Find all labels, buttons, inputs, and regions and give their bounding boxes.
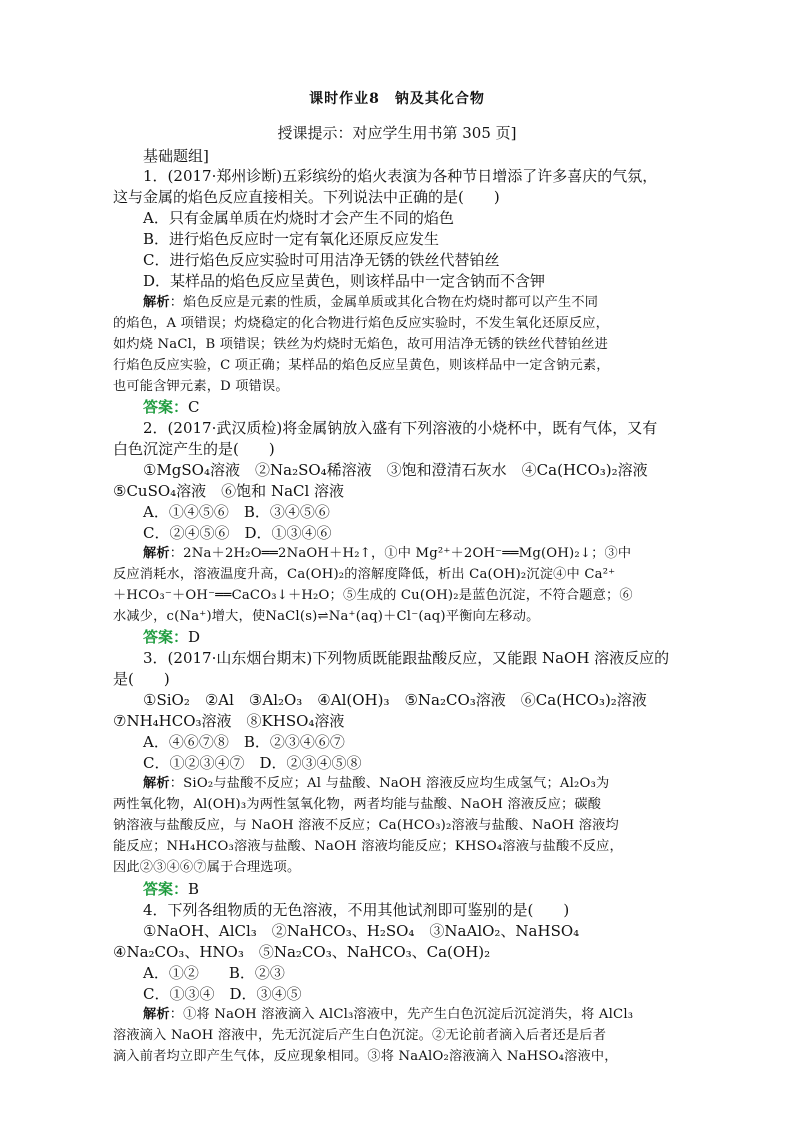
q2-analysis-line-3: ＋HCO₃⁻＋OH⁻══CaCO₃↓＋H₂O；⑤生成的 Cu(OH)₂是蓝色沉淀，不符合题意；⑥: [113, 588, 633, 603]
q3-options-line-2: C．①②③④⑦ D．②③④⑤⑧: [143, 754, 362, 772]
q4-stem-line-1: 4．下列各组物质的无色溶液，不用其他试剂即可鉴别的是( ): [143, 901, 570, 919]
q4-analysis-line-2: 溶液滴入 NaOH 溶液中，先无沉淀后产生白色沉淀。②无论前者滴入后者还是后者: [113, 1028, 607, 1043]
answer-label: 答案：: [143, 398, 189, 416]
q2-answer: 答案：D: [143, 628, 201, 646]
q3-analysis-line-1: 解析：SiO₂与盐酸不反应；Al 与盐酸、NaOH 溶液反应均生成氢气；Al₂O₃为: [143, 776, 610, 791]
analysis-label: 解析: [143, 546, 170, 561]
section-heading: 基础题组]: [143, 147, 209, 165]
q3-stem-line-1: 3．(2017·山东烟台期末)下列物质既能跟盐酸反应，又能跟 NaOH 溶液反应的: [143, 649, 670, 667]
q3-answer: 答案：B: [143, 880, 200, 898]
q4-analysis-line-3: 滴入前者均立即产生气体，反应现象相同。③将 NaAlO₂溶液滴入 NaHSO₄溶液中，: [113, 1049, 618, 1064]
q1-option-c: C．进行焰色反应实验时可用洁净无锈的铁丝代替铂丝: [143, 251, 500, 269]
page-title: 课时作业8 钠及其化合物: [309, 91, 485, 107]
q2-analysis-line-1: 解析：2Na＋2H₂O══2NaOH＋H₂↑，①中 Mg²⁺＋2OH⁻══Mg(OH)₂↓；③中: [143, 546, 632, 561]
q1-analysis-line-2: 的焰色，A 项错误；灼烧稳定的化合物进行焰色反应实验时，不发生氧化还原反应，: [113, 316, 610, 331]
q4-options-line-2: C．①③④ D．③④⑤: [143, 985, 302, 1003]
q2-analysis-line-2: 反应消耗水，溶液温度升高，Ca(OH)₂的溶解度降低，析出 Ca(OH)₂沉淀④中 Ca²⁺: [113, 567, 616, 582]
q1-analysis-line-1: 解析：焰色反应是元素的性质，金属单质或其化合物在灼烧时都可以产生不同: [143, 295, 599, 310]
q1-analysis-line-4: 行焰色反应实验，C 项正确；某样品的焰色反应呈黄色，则该样品中一定含钠元素，: [113, 358, 610, 373]
q1-stem-line-1: 1．(2017·郑州诊断)五彩缤纷的焰火表演为各种节日增添了许多喜庆的气氛，: [143, 167, 658, 185]
q3-analysis-line-5: 因此②③④⑥⑦属于合理选项。: [113, 860, 301, 875]
q1-option-a: A．只有金属单质在灼烧时才会产生不同的焰色: [143, 209, 454, 227]
q3-items-line-2: ⑦NH₄HCO₃溶液 ⑧KHSO₄溶液: [113, 712, 345, 730]
q1-option-d: D．某样品的焰色反应呈黄色，则该样品中一定含钠而不含钾: [143, 272, 546, 290]
answer-label: 答案：: [143, 628, 189, 646]
analysis-label: 解析: [143, 295, 170, 310]
q2-options-line-2: C．②④⑤⑥ D．①③④⑥: [143, 524, 332, 542]
q2-stem-line-2: 白色沉淀产生的是( ): [113, 440, 275, 458]
q4-items-line-1: ①NaOH、AlCl₃ ②NaHCO₃、H₂SO₄ ③NaAlO₂、NaHSO₄: [143, 922, 580, 940]
q2-analysis-line-4: 水减少，c(Na⁺)增大，使NaCl(s)⇌Na⁺(aq)＋Cl⁻(aq)平衡向左移动。: [113, 609, 540, 624]
q3-analysis-line-4: 能反应；NH₄HCO₃溶液与盐酸、NaOH 溶液均能反应；KHSO₄溶液与盐酸不反应，: [113, 839, 623, 854]
q4-analysis-line-1: 解析：①将 NaOH 溶液滴入 AlCl₃溶液中，先产生白色沉淀后沉淀消失，将 AlCl₃: [143, 1007, 634, 1022]
q3-analysis-line-3: 钠溶液与盐酸反应，与 NaOH 溶液不反应；Ca(HCO₃)₂溶液与盐酸、NaOH 溶液均: [113, 818, 619, 833]
q3-analysis-line-2: 两性氧化物，Al(OH)₃为两性氢氧化物，两者均能与盐酸、NaOH 溶液反应；碳酸: [113, 797, 602, 812]
q2-options-line-1: A．①④⑤⑥ B．③④⑤⑥: [143, 503, 330, 521]
q3-stem-line-2: 是( ): [113, 670, 170, 688]
q1-analysis-line-5: 也可能含钾元素，D 项错误。: [113, 379, 289, 394]
answer-label: 答案：: [143, 880, 189, 898]
analysis-label: 解析: [143, 1007, 170, 1022]
q2-items-line-1: ①MgSO₄溶液 ②Na₂SO₄稀溶液 ③饱和澄清石灰水 ④Ca(HCO₃)₂溶液: [143, 461, 648, 479]
q2-stem-line-1: 2．(2017·武汉质检)将金属钠放入盛有下列溶液的小烧杯中，既有气体，又有: [143, 419, 658, 437]
q3-options-line-1: A．④⑥⑦⑧ B．②③④⑥⑦: [143, 733, 345, 751]
q1-analysis-line-3: 如灼烧 NaCl，B 项错误；铁丝为灼烧时无焰色，故可用洁净无锈的铁丝代替铂丝进: [113, 337, 608, 352]
q1-option-b: B．进行焰色反应时一定有氧化还原反应发生: [143, 230, 440, 248]
q4-options-line-1: A．①② B．②③: [143, 964, 285, 982]
q1-answer: 答案：C: [143, 398, 200, 416]
q1-stem-line-2: 这与金属的焰色反应直接相关。下列说法中正确的是( ): [113, 188, 500, 206]
textbook-hint: 授课提示：对应学生用书第 305 页]: [277, 124, 517, 142]
q3-items-line-1: ①SiO₂ ②Al ③Al₂O₃ ④Al(OH)₃ ⑤Na₂CO₃溶液 ⑥Ca(HCO₃)₂溶液: [143, 691, 647, 709]
analysis-label: 解析: [143, 776, 170, 791]
q4-items-line-2: ④Na₂CO₃、HNO₃ ⑤Na₂CO₃、NaHCO₃、Ca(OH)₂: [113, 943, 491, 961]
q2-items-line-2: ⑤CuSO₄溶液 ⑥饱和 NaCl 溶液: [113, 482, 345, 500]
